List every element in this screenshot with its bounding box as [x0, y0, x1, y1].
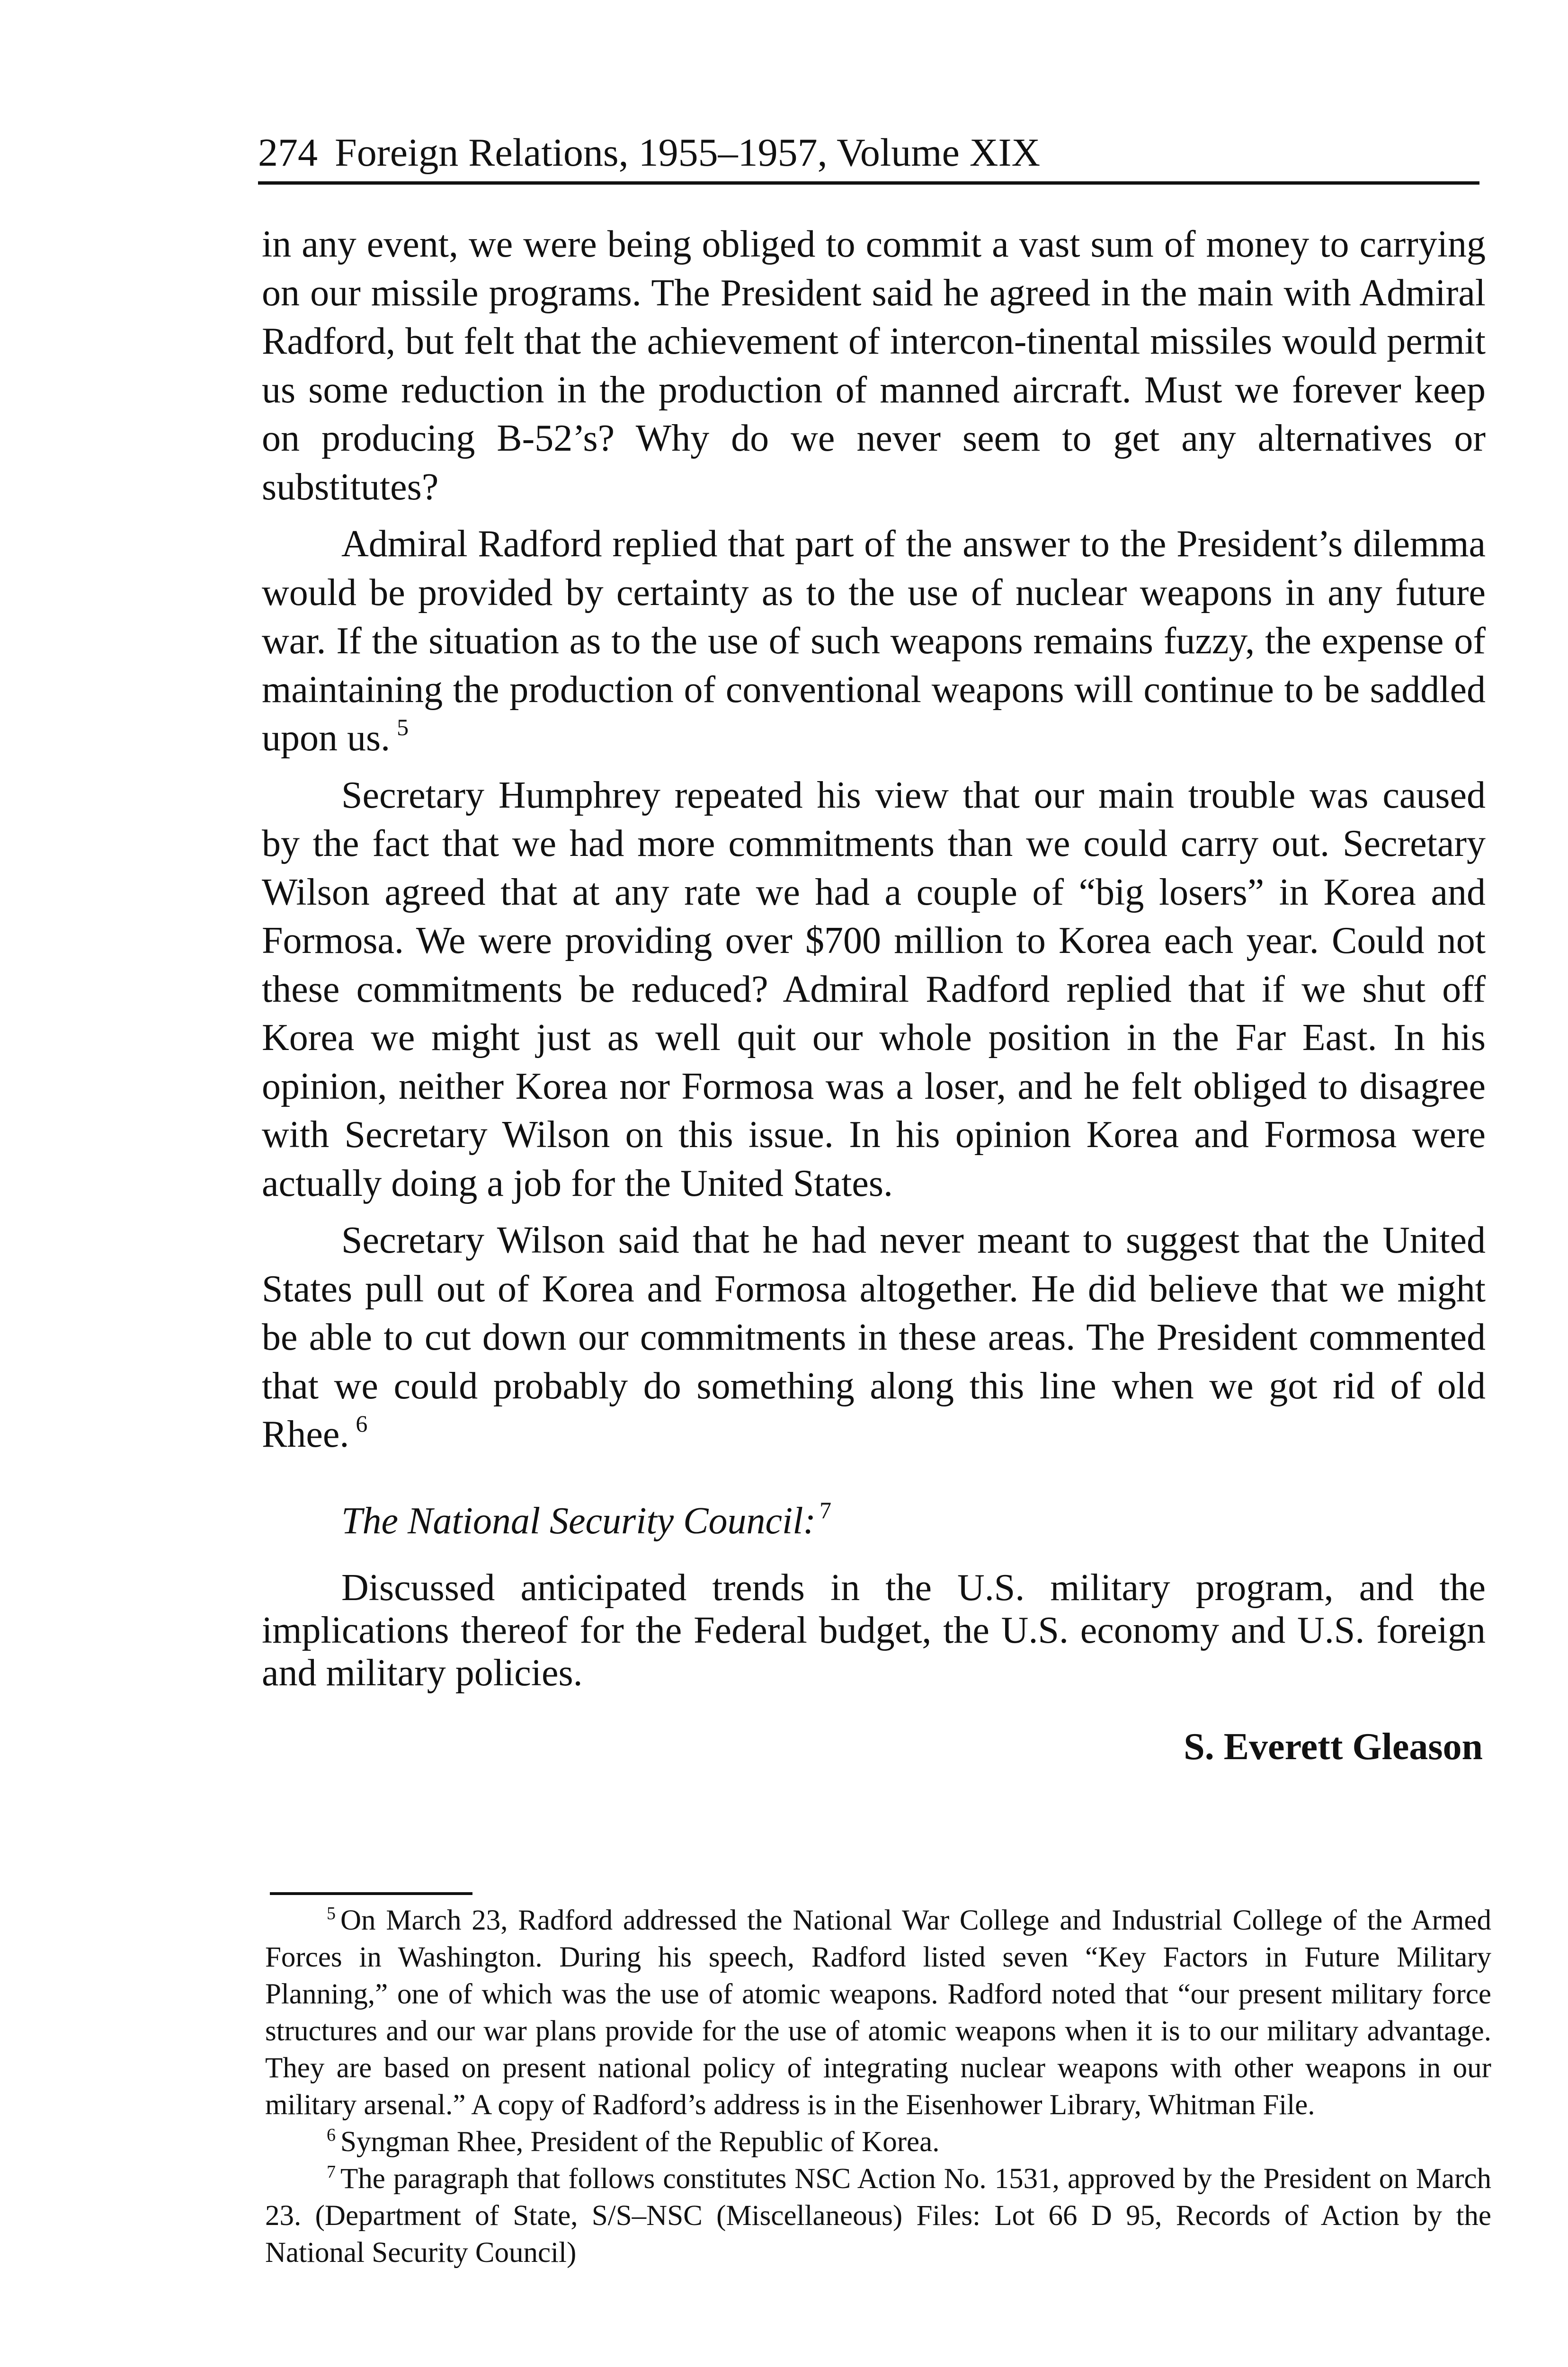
- header-rule: [258, 181, 1479, 185]
- running-head: [258, 127, 1479, 179]
- paragraph-text: Secretary Wilson said that he had never meant to suggest that the United States pull out of Korea and Formosa altogether. He did believe that we might be able to cut down our commitments in these areas. The President commented that we could probably do something along this line when we got rid of old Rhee.: [262, 1219, 1486, 1455]
- paragraph-continued: in any event, we were being obliged to commit a vast sum of money to carrying on our missile programs. The President said he agreed in the main with Admiral Radford, but felt that the achievement of intercon-tinental missiles would permit us some reduction in the production of manned aircraft. Must we forever keep on producing B-52’s? Why do we never seem to get any alternatives or substitutes?: [262, 223, 1486, 508]
- signature: S. Everett Gleason: [1184, 1726, 1483, 1768]
- page-number: 274: [258, 131, 318, 175]
- footnote-reference-7: 7: [820, 1496, 832, 1523]
- footnote-5: [265, 1902, 1491, 2124]
- section-heading-text: The National Security Council:: [341, 1500, 816, 1542]
- footnote-marker: 7: [327, 2162, 336, 2182]
- volume-title: Foreign Relations, 1955–1957, Volume XIX: [335, 131, 1041, 175]
- footnote-text: Syngman Rhee, President of the Republic of Korea.: [340, 2126, 940, 2158]
- footnote-text: On March 23, Radford addressed the National War College and Industrial College of the Armed Forces in Washington. During his speech, Radford listed seven “Key Factors in Future Military Planning,” one of which was the use of atomic weapons. Radford noted that “our present military force structures and our war plans provide for the use of atomic weapons when it is to our military advantage. They are based on present national policy of integrating nuclear weapons with other weapons in our military arsenal.” A copy of Radford’s address is in the Eisenhower Library, Whitman File.: [265, 1904, 1491, 2121]
- paragraph-humphrey: Secretary Humphrey repeated his view that our main trouble was caused by the fact that we had more commitments than we could carry out. Secretary Wilson agreed that at any rate we had a couple of “big losers” in Korea and Formosa. We were providing over $700 million to Korea each year. Could not these commitments be reduced? Admiral Radford replied that if we shut off Korea we might just as well quit our whole position in the Far East. In his opinion, neither Korea nor Formosa was a loser, and he felt obliged to disagree with Secretary Wilson on this issue. In his opinion Korea and Formosa were actually doing a job for the United States.: [262, 774, 1486, 1204]
- footnote-reference-5: 5: [397, 714, 409, 740]
- nsc-action-text: Discussed anticipated trends in the U.S. military program, and the implications thereof for the Federal budget, the U.S. economy and U.S. foreign and military policies.: [262, 1567, 1486, 1694]
- footnote-text: The paragraph that follows constitutes NSC Action No. 1531, approved by the President on March 23. (Department of State, S/S–NSC (Miscellaneous) Files: Lot 66 D 95, Records of Action by the National Security Council): [265, 2163, 1491, 2269]
- footnote-6: [265, 2124, 1491, 2161]
- paragraph-text: Admiral Radford replied that part of the answer to the President’s dilemma would be provided by certainty as to the use of nuclear weapons in any future war. If the situation as to the use of such weapons remains fuzzy, the expense of maintaining the production of conventional weapons will continue to be saddled upon us.: [262, 523, 1486, 759]
- paragraph-radford-reply: [262, 520, 1486, 763]
- paragraph-wilson: [262, 1216, 1486, 1459]
- body-text: [262, 220, 1486, 1780]
- footnote-reference-6: 6: [356, 1410, 368, 1437]
- footnote-marker: 5: [327, 1904, 336, 1923]
- footnote-marker: 6: [327, 2125, 336, 2145]
- footnotes: [265, 1902, 1491, 2271]
- footnote-7: [265, 2161, 1491, 2271]
- section-heading: [341, 1497, 1486, 1546]
- footnote-rule: [270, 1892, 472, 1895]
